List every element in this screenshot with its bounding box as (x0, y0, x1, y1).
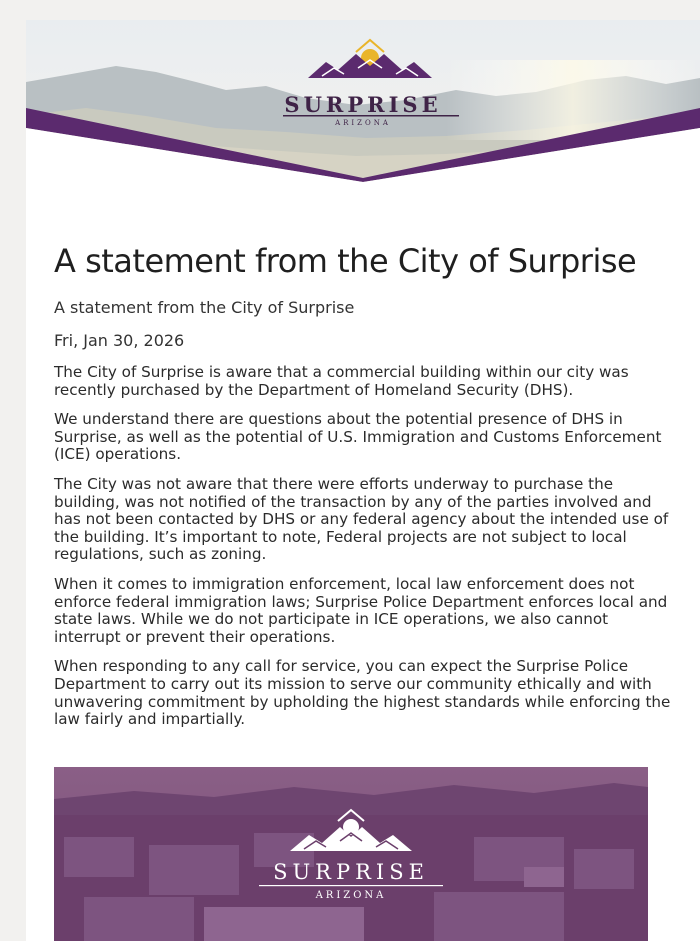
article-paragraph: The City of Surprise is aware that a commercial building within our city was recently purchased by the Department of Homeland Security (DHS). (54, 363, 629, 399)
logo-state: ARIZONA (335, 119, 391, 127)
article-paragraph: When responding to any call for service, you can expect the Surprise Police Department to carry out its mission to serve our community ethically and with unwavering commitment by upholding the highest standards while enforcing the law fairly and impartially. (54, 657, 671, 729)
promo-image (54, 767, 648, 941)
article-paragraph: We understand there are questions about the potential presence of DHS in Surprise, as well as the potential of U.S. Immigration and Customs Enforcement (ICE) operations. (54, 410, 662, 464)
article-paragraph: The City was not aware that there were efforts underway to purchase the building, was not notified of the transaction by any of the parties involved and has not been contacted by DHS or any federal agency about the intended use of the building. It’s important to note, Federal projects are not subject to local regulations, such as zoning. (54, 474, 669, 564)
article-body (54, 242, 674, 729)
city-aerial-image (54, 767, 648, 941)
promo-logo-state: ARIZONA (315, 890, 387, 901)
article-paragraph: When it comes to immigration enforcement, local law enforcement does not enforce federal immigration laws; Surprise Police Department enforces local and state laws. While we do not participate in ICE operations, we also cannot interrupt or prevent their operations. (54, 574, 668, 646)
logo-wordmark: SURPRISE (284, 92, 442, 117)
article-subtitle: A statement from the City of Surprise (54, 298, 355, 317)
header-logo (26, 20, 700, 210)
page-title: A statement from the City of Surprise (54, 242, 637, 280)
article-date: Fri, Jan 30, 2026 (54, 331, 185, 350)
header-banner (26, 20, 700, 210)
email-page (26, 20, 700, 941)
promo-logo-wordmark: SURPRISE (273, 860, 429, 884)
